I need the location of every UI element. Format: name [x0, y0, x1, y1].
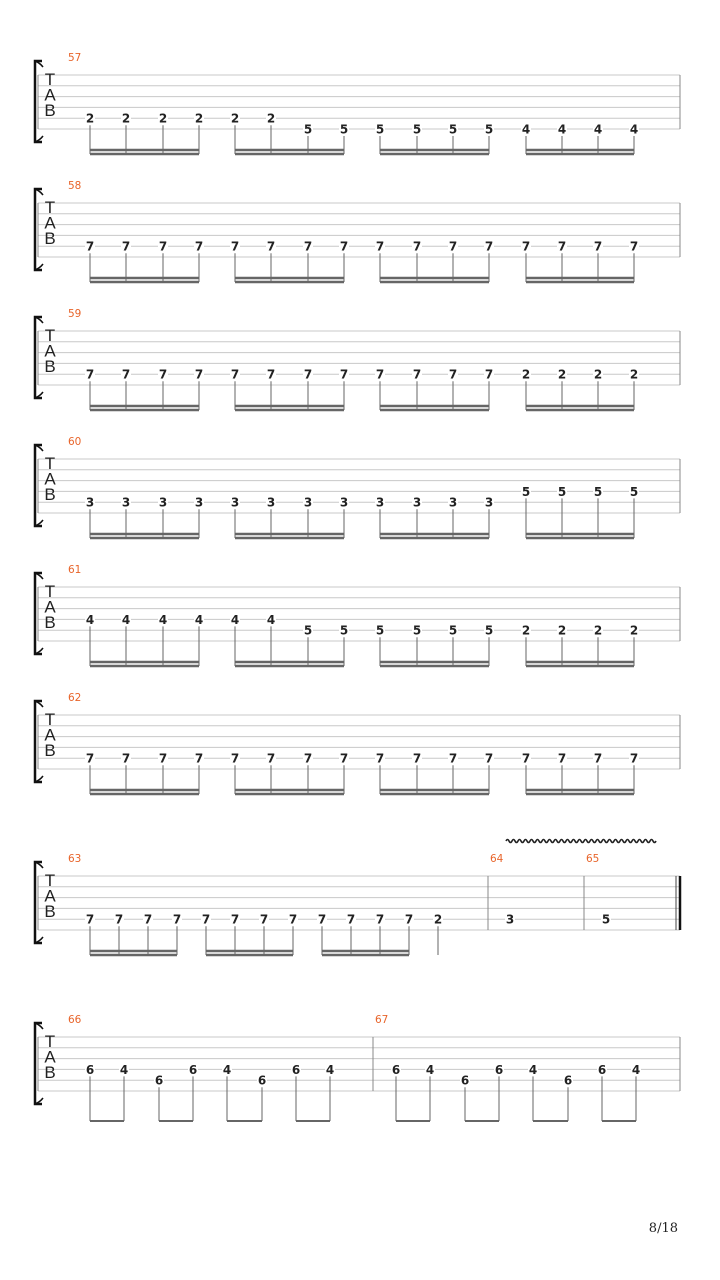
fret-number: 2 [158, 111, 168, 126]
fret-number: 7 [121, 367, 131, 382]
fret-number: 5 [593, 484, 603, 499]
fret-number: 7 [230, 751, 240, 766]
fret-number: 2 [521, 623, 531, 638]
tab-clef-a: A [44, 886, 56, 906]
fret-number: 7 [158, 751, 168, 766]
fret-number: 6 [391, 1062, 401, 1077]
fret-number: 3 [85, 495, 95, 510]
fret-number: 7 [85, 239, 95, 254]
vibrato-mark [506, 840, 656, 843]
fret-number: 5 [484, 623, 494, 638]
measure-number: 57 [68, 52, 82, 64]
tab-system [35, 692, 680, 794]
fret-number: 3 [266, 495, 276, 510]
fret-number: 7 [375, 751, 385, 766]
fret-number: 3 [375, 495, 385, 510]
fret-number: 7 [121, 239, 131, 254]
tab-system [35, 308, 680, 410]
fret-number: 4 [593, 122, 603, 137]
fret-number: 5 [303, 122, 313, 137]
fret-number: 4 [325, 1062, 335, 1077]
measure-number: 65 [586, 853, 600, 865]
fret-number: 3 [448, 495, 458, 510]
fret-number: 6 [188, 1062, 198, 1077]
fret-number: 2 [121, 111, 131, 126]
fret-number: 7 [557, 751, 567, 766]
fret-number: 3 [230, 495, 240, 510]
fret-number: 7 [317, 912, 327, 927]
fret-number: 6 [257, 1073, 267, 1088]
fret-number: 7 [201, 912, 211, 927]
fret-number: 2 [85, 111, 95, 126]
fret-number: 2 [593, 623, 603, 638]
fret-number: 4 [521, 122, 531, 137]
fret-number: 5 [448, 623, 458, 638]
fret-number: 7 [375, 367, 385, 382]
fret-number: 6 [460, 1073, 470, 1088]
fret-number: 3 [121, 495, 131, 510]
fret-number: 7 [593, 239, 603, 254]
fret-number: 4 [119, 1062, 129, 1077]
fret-number: 7 [484, 239, 494, 254]
fret-number: 7 [85, 912, 95, 927]
fret-number: 7 [448, 367, 458, 382]
fret-number: 7 [629, 239, 639, 254]
fret-number: 6 [597, 1062, 607, 1077]
tab-clef-t: T [44, 70, 56, 89]
fret-number: 7 [339, 367, 349, 382]
tab-clef-t: T [44, 871, 56, 890]
tab-clef-a: A [44, 597, 56, 617]
fret-number: 7 [629, 751, 639, 766]
tab-clef-b: B [44, 229, 56, 248]
fret-number: 4 [194, 612, 204, 627]
fret-number: 7 [303, 239, 313, 254]
fret-number: 3 [339, 495, 349, 510]
fret-number: 4 [121, 612, 131, 627]
fret-number: 7 [194, 751, 204, 766]
fret-number: 3 [158, 495, 168, 510]
measure-number: 64 [490, 853, 504, 865]
fret-number: 7 [143, 912, 153, 927]
tab-clef-t: T [44, 198, 56, 217]
tab-clef-t: T [44, 454, 56, 473]
fret-number: 3 [505, 912, 515, 927]
fret-number: 7 [266, 239, 276, 254]
fret-number: 7 [114, 912, 124, 927]
fret-number: 4 [528, 1062, 538, 1077]
fret-number: 5 [448, 122, 458, 137]
fret-number: 2 [433, 912, 443, 927]
fret-number: 2 [557, 367, 567, 382]
fret-number: 7 [448, 239, 458, 254]
tab-clef-b: B [44, 741, 56, 760]
fret-number: 7 [230, 367, 240, 382]
tab-clef-b: B [44, 613, 56, 632]
tab-system [35, 1014, 680, 1121]
fret-number: 5 [412, 122, 422, 137]
measure-number: 60 [68, 436, 82, 448]
fret-number: 4 [425, 1062, 435, 1077]
tab-clef-t: T [44, 1032, 56, 1051]
fret-number: 5 [375, 623, 385, 638]
fret-number: 2 [194, 111, 204, 126]
tab-system [35, 180, 680, 282]
fret-number: 7 [375, 912, 385, 927]
tab-clef-a: A [44, 341, 56, 361]
tab-clef-b: B [44, 1063, 56, 1082]
fret-number: 5 [303, 623, 313, 638]
fret-number: 4 [85, 612, 95, 627]
fret-number: 6 [563, 1073, 573, 1088]
fret-number: 5 [375, 122, 385, 137]
fret-number: 7 [412, 751, 422, 766]
fret-number: 3 [303, 495, 313, 510]
measure-number: 66 [68, 1014, 82, 1026]
fret-number: 4 [631, 1062, 641, 1077]
fret-number: 7 [158, 367, 168, 382]
fret-number: 7 [346, 912, 356, 927]
tab-clef-b: B [44, 357, 56, 376]
fret-number: 5 [339, 122, 349, 137]
fret-number: 7 [266, 751, 276, 766]
fret-number: 4 [629, 122, 639, 137]
fret-number: 7 [593, 751, 603, 766]
fret-number: 2 [557, 623, 567, 638]
tab-clef-a: A [44, 725, 56, 745]
fret-number: 2 [629, 367, 639, 382]
fret-number: 7 [521, 751, 531, 766]
tab-system [35, 52, 680, 154]
fret-number: 7 [484, 367, 494, 382]
fret-number: 2 [629, 623, 639, 638]
tab-system [35, 564, 680, 666]
tab-clef-t: T [44, 710, 56, 729]
tab-clef-t: T [44, 326, 56, 345]
fret-number: 7 [303, 751, 313, 766]
fret-number: 7 [412, 367, 422, 382]
tab-clef-b: B [44, 902, 56, 921]
tab-clef-b: B [44, 101, 56, 120]
fret-number: 4 [230, 612, 240, 627]
fret-number: 4 [222, 1062, 232, 1077]
fret-number: 2 [266, 111, 276, 126]
fret-number: 6 [494, 1062, 504, 1077]
fret-number: 7 [266, 367, 276, 382]
tab-clef-b: B [44, 485, 56, 504]
measure-number: 61 [68, 564, 82, 576]
fret-number: 5 [601, 912, 611, 927]
fret-number: 6 [154, 1073, 164, 1088]
fret-number: 5 [557, 484, 567, 499]
measure-number: 59 [68, 308, 82, 320]
fret-number: 4 [158, 612, 168, 627]
tab-system [35, 840, 680, 956]
tab-clef-a: A [44, 213, 56, 233]
fret-number: 5 [521, 484, 531, 499]
fret-number: 4 [557, 122, 567, 137]
fret-number: 4 [266, 612, 276, 627]
tab-clef-a: A [44, 1047, 56, 1067]
fret-number: 7 [303, 367, 313, 382]
fret-number: 5 [339, 623, 349, 638]
measure-number: 63 [68, 853, 82, 865]
tab-clef-a: A [44, 85, 56, 105]
fret-number: 7 [259, 912, 269, 927]
tab-clef-t: T [44, 582, 56, 601]
fret-number: 7 [288, 912, 298, 927]
tab-clef-a: A [44, 469, 56, 489]
fret-number: 3 [194, 495, 204, 510]
tab-system [35, 436, 680, 538]
fret-number: 2 [230, 111, 240, 126]
fret-number: 3 [412, 495, 422, 510]
fret-number: 5 [629, 484, 639, 499]
fret-number: 7 [404, 912, 414, 927]
fret-number: 7 [194, 239, 204, 254]
page-number: 8/18 [648, 1221, 678, 1236]
fret-number: 7 [230, 239, 240, 254]
fret-number: 7 [557, 239, 567, 254]
fret-number: 7 [121, 751, 131, 766]
fret-number: 7 [85, 367, 95, 382]
fret-number: 6 [291, 1062, 301, 1077]
measure-number: 58 [68, 180, 82, 192]
fret-number: 7 [521, 239, 531, 254]
fret-number: 7 [172, 912, 182, 927]
fret-number: 7 [339, 239, 349, 254]
fret-number: 7 [230, 912, 240, 927]
fret-number: 7 [412, 239, 422, 254]
fret-number: 5 [484, 122, 494, 137]
fret-number: 2 [593, 367, 603, 382]
measure-number: 67 [375, 1014, 389, 1026]
fret-number: 5 [412, 623, 422, 638]
fret-number: 7 [85, 751, 95, 766]
fret-number: 7 [484, 751, 494, 766]
fret-number: 6 [85, 1062, 95, 1077]
measure-number: 62 [68, 692, 82, 704]
fret-number: 3 [484, 495, 494, 510]
fret-number: 7 [375, 239, 385, 254]
fret-number: 7 [194, 367, 204, 382]
fret-number: 7 [158, 239, 168, 254]
fret-number: 2 [521, 367, 531, 382]
fret-number: 7 [448, 751, 458, 766]
fret-number: 7 [339, 751, 349, 766]
